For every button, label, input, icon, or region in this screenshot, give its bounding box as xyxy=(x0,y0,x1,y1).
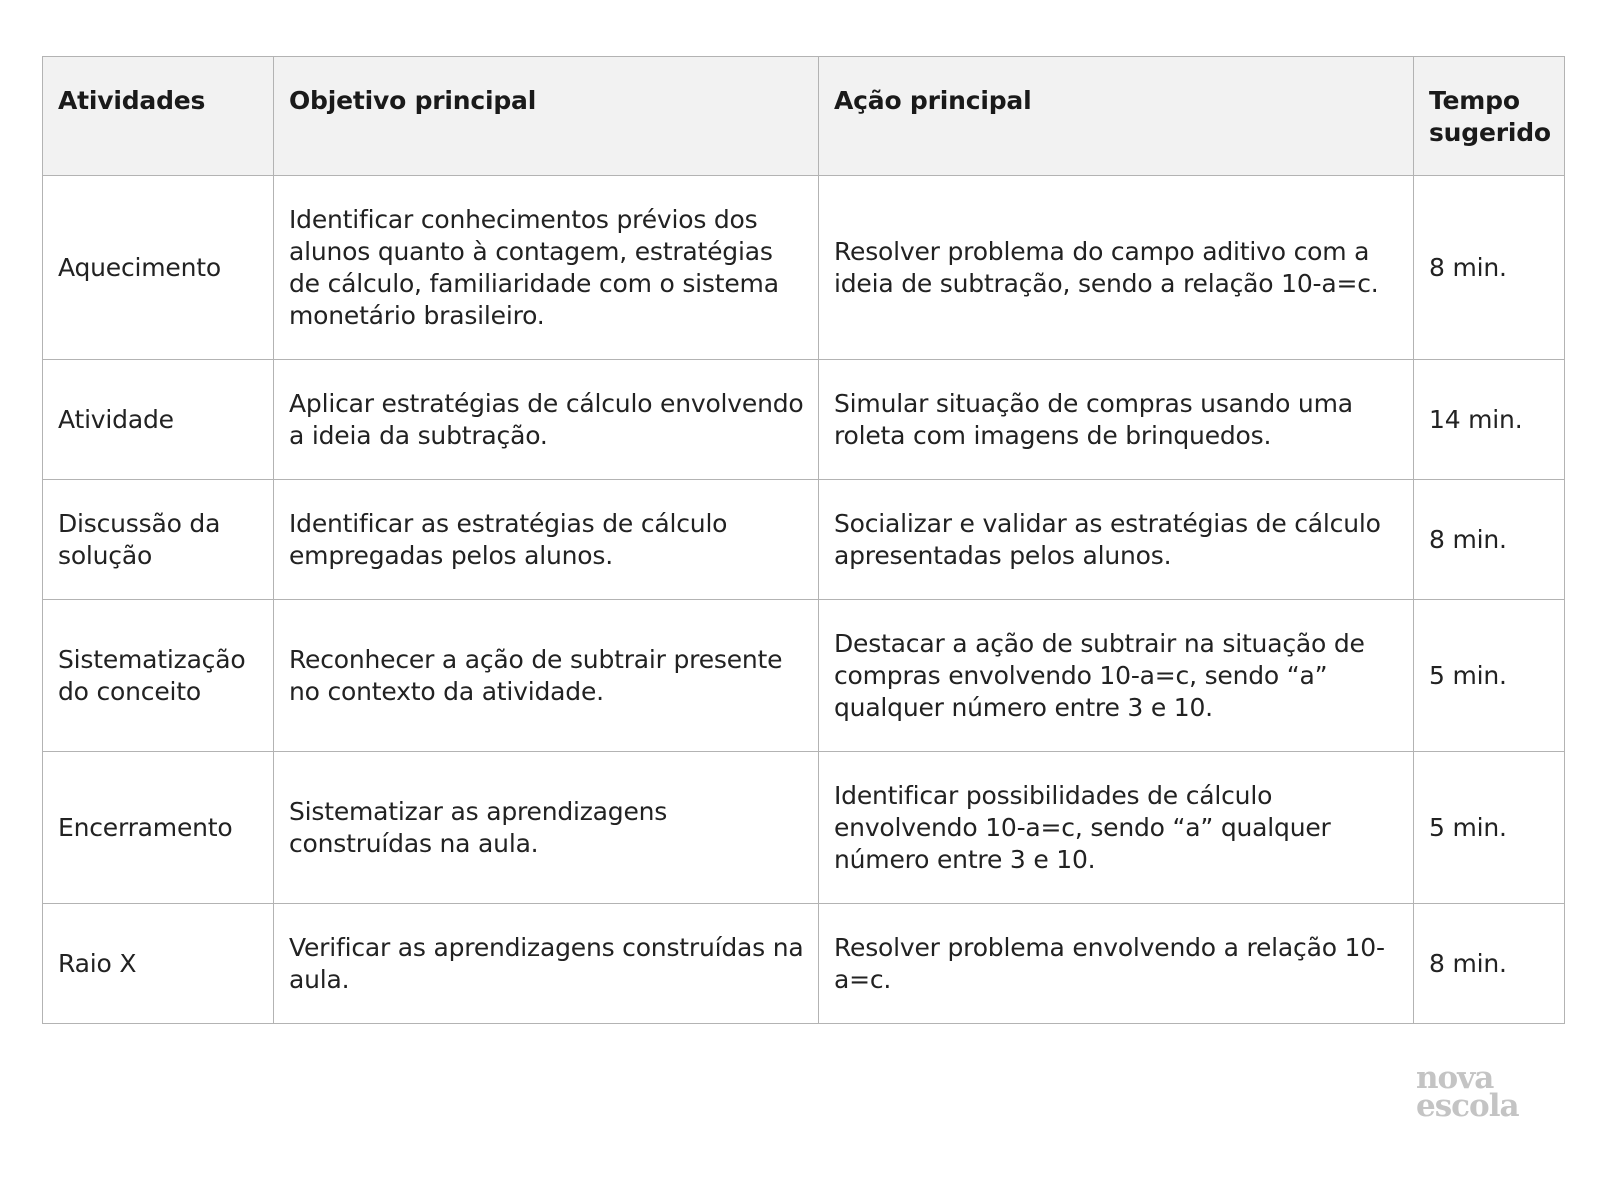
cell-atividade: Atividade xyxy=(43,360,274,480)
table-row xyxy=(43,480,1565,600)
cell-atividade: Sistematização do conceito xyxy=(43,600,274,752)
cell-acao: Destacar a ação de subtrair na situação de compras envolvendo 10-a=c, sendo “a” qualquer número entre 3 e 10. xyxy=(819,600,1414,752)
table-row xyxy=(43,176,1565,360)
table-row xyxy=(43,904,1565,1024)
cell-tempo: 5 min. xyxy=(1414,600,1565,752)
header-acao: Ação principal xyxy=(819,57,1414,176)
nova-escola-logo xyxy=(1416,1060,1536,1124)
logo-line-nova: nova xyxy=(1416,1060,1494,1096)
table-row xyxy=(43,600,1565,752)
cell-tempo: 8 min. xyxy=(1414,904,1565,1024)
cell-atividade: Raio X xyxy=(43,904,274,1024)
logo-line-escola: escola xyxy=(1416,1088,1519,1124)
header-atividades: Atividades xyxy=(43,57,274,176)
cell-objetivo: Verificar as aprendizagens construídas na aula. xyxy=(274,904,819,1024)
header-tempo: Tempo sugerido xyxy=(1414,57,1565,176)
cell-objetivo: Identificar as estratégias de cálculo empregadas pelos alunos. xyxy=(274,480,819,600)
cell-atividade: Discussão da solução xyxy=(43,480,274,600)
table-row xyxy=(43,752,1565,904)
cell-objetivo: Reconhecer a ação de subtrair presente no contexto da atividade. xyxy=(274,600,819,752)
lesson-plan-table xyxy=(42,56,1565,1024)
cell-tempo: 5 min. xyxy=(1414,752,1565,904)
cell-acao: Simular situação de compras usando uma roleta com imagens de brinquedos. xyxy=(819,360,1414,480)
table-header-row xyxy=(43,57,1565,176)
cell-tempo: 8 min. xyxy=(1414,176,1565,360)
cell-objetivo: Sistematizar as aprendizagens construídas na aula. xyxy=(274,752,819,904)
cell-atividade: Aquecimento xyxy=(43,176,274,360)
cell-tempo: 8 min. xyxy=(1414,480,1565,600)
cell-acao: Identificar possibilidades de cálculo envolvendo 10-a=c, sendo “a” qualquer número entre 3 e 10. xyxy=(819,752,1414,904)
cell-acao: Resolver problema do campo aditivo com a ideia de subtração, sendo a relação 10-a=c. xyxy=(819,176,1414,360)
cell-objetivo: Identificar conhecimentos prévios dos alunos quanto à contagem, estratégias de cálculo, familiaridade com o sistema monetário brasileiro. xyxy=(274,176,819,360)
cell-acao: Socializar e validar as estratégias de cálculo apresentadas pelos alunos. xyxy=(819,480,1414,600)
table-row xyxy=(43,360,1565,480)
cell-acao: Resolver problema envolvendo a relação 10-a=c. xyxy=(819,904,1414,1024)
cell-atividade: Encerramento xyxy=(43,752,274,904)
cell-objetivo: Aplicar estratégias de cálculo envolvendo a ideia da subtração. xyxy=(274,360,819,480)
cell-tempo: 14 min. xyxy=(1414,360,1565,480)
header-objetivo: Objetivo principal xyxy=(274,57,819,176)
